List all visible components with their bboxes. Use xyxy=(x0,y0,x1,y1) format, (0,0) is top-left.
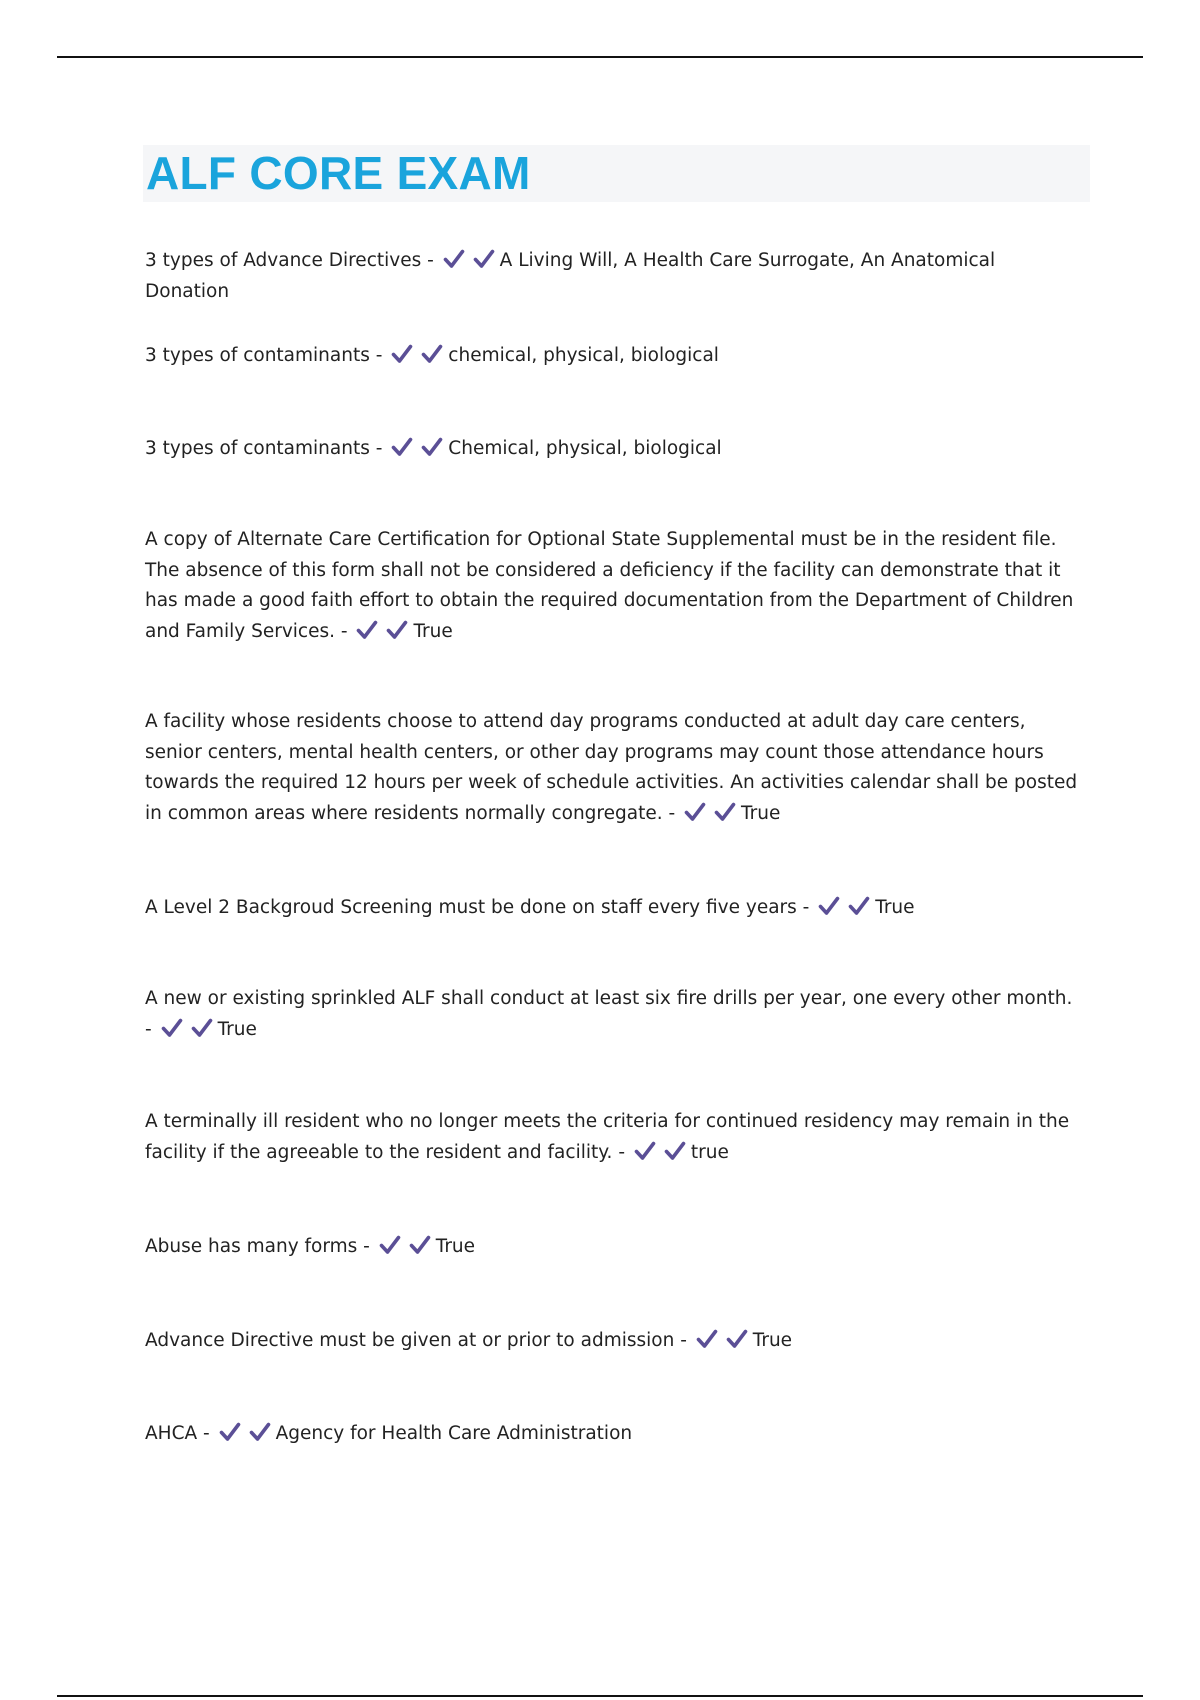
check-icon xyxy=(726,1328,748,1350)
check-icon xyxy=(391,343,413,365)
check-icon xyxy=(391,436,413,458)
check-icon xyxy=(848,895,870,917)
separator: - xyxy=(674,1330,693,1351)
check-icon xyxy=(421,436,443,458)
check-icon xyxy=(684,801,706,823)
question-text: Advance Directive must be given at or prior to admission xyxy=(145,1330,675,1351)
answer-text: True xyxy=(875,897,915,918)
check-icon xyxy=(191,1017,213,1039)
answer-text: True xyxy=(741,802,781,824)
check-icon xyxy=(696,1328,718,1350)
separator: - xyxy=(197,1423,216,1444)
check-icon xyxy=(409,1234,431,1256)
check-icon xyxy=(443,248,465,270)
question-text: AHCA xyxy=(145,1423,198,1444)
question-text: A facility whose residents choose to attend day programs conducted at adult day care centers, senior centers, mental health centers, or other day programs may count those attendance hours towards the required 12 hours per week of schedule activities. An activities calendar shall be posted in common areas where residents normally congregate. xyxy=(145,711,1078,824)
question-text: 3 types of contaminants xyxy=(145,438,370,459)
separator: - xyxy=(335,620,354,642)
separator: - xyxy=(421,250,440,271)
question-text: A terminally ill resident who no longer meets the criteria for continued residency may remain in the facility if the agreeable to the resident and facility. xyxy=(145,1111,1070,1163)
top-rule xyxy=(57,56,1143,58)
separator: - xyxy=(369,438,389,459)
question-text: A copy of Alternate Care Certification for Optional State Supplemental must be in the resident file. The absence of this form shall not be considered a deficiency if the facility can demonstrate that it has made a good faith effort to obtain the required documentation from the Department of Children and Family Services. xyxy=(145,529,1074,642)
check-icon xyxy=(249,1421,271,1443)
qa-item xyxy=(145,1107,1080,1168)
qa-item xyxy=(145,893,1080,924)
answer-text: true xyxy=(690,1141,729,1163)
answer-text: True xyxy=(435,1236,476,1257)
check-icon xyxy=(818,895,840,917)
check-icon xyxy=(161,1017,183,1039)
separator: - xyxy=(796,897,816,918)
qa-item xyxy=(145,1419,1080,1450)
check-icon xyxy=(473,248,495,270)
bottom-rule xyxy=(57,1695,1143,1697)
check-icon xyxy=(634,1140,656,1162)
qa-item xyxy=(145,984,1080,1045)
check-icon xyxy=(356,619,378,641)
answer-text: True xyxy=(217,1018,257,1040)
check-icon xyxy=(219,1421,241,1443)
separator: - xyxy=(369,345,389,366)
separator: - xyxy=(662,802,682,824)
check-icon xyxy=(714,801,736,823)
question-text: A Level 2 Backgroud Screening must be done on staff every five years xyxy=(145,897,797,918)
question-text: A new or existing sprinkled ALF shall conduct at least six fire drills per year, one every other month. xyxy=(145,988,1073,1009)
check-icon xyxy=(379,1234,401,1256)
answer-text: chemical, physical, biological xyxy=(448,345,719,366)
answer-text: True xyxy=(752,1330,793,1351)
check-icon xyxy=(386,619,408,641)
separator: - xyxy=(612,1141,631,1163)
qa-item xyxy=(145,707,1080,829)
page-title: ALF CORE EXAM xyxy=(146,147,531,199)
separator: - xyxy=(145,1018,158,1040)
question-text: Abuse has many forms xyxy=(145,1236,358,1257)
answer-text: True xyxy=(413,620,453,642)
qa-item xyxy=(145,525,1080,647)
qa-item xyxy=(145,1326,1080,1357)
question-text: 3 types of Advance Directives xyxy=(145,250,422,271)
qa-item xyxy=(145,1232,1080,1263)
answer-text: Agency for Health Care Administration xyxy=(275,1423,633,1444)
answer-text: A Living Will, A Health Care Surrogate, An Anatomical Donation xyxy=(145,250,996,302)
qa-item xyxy=(145,434,1080,465)
check-icon xyxy=(664,1140,686,1162)
qa-item xyxy=(145,246,1080,307)
check-icon xyxy=(421,343,443,365)
answer-text: Chemical, physical, biological xyxy=(448,438,722,459)
question-text: 3 types of contaminants xyxy=(145,345,370,366)
qa-item xyxy=(145,341,1080,372)
separator: - xyxy=(357,1236,376,1257)
